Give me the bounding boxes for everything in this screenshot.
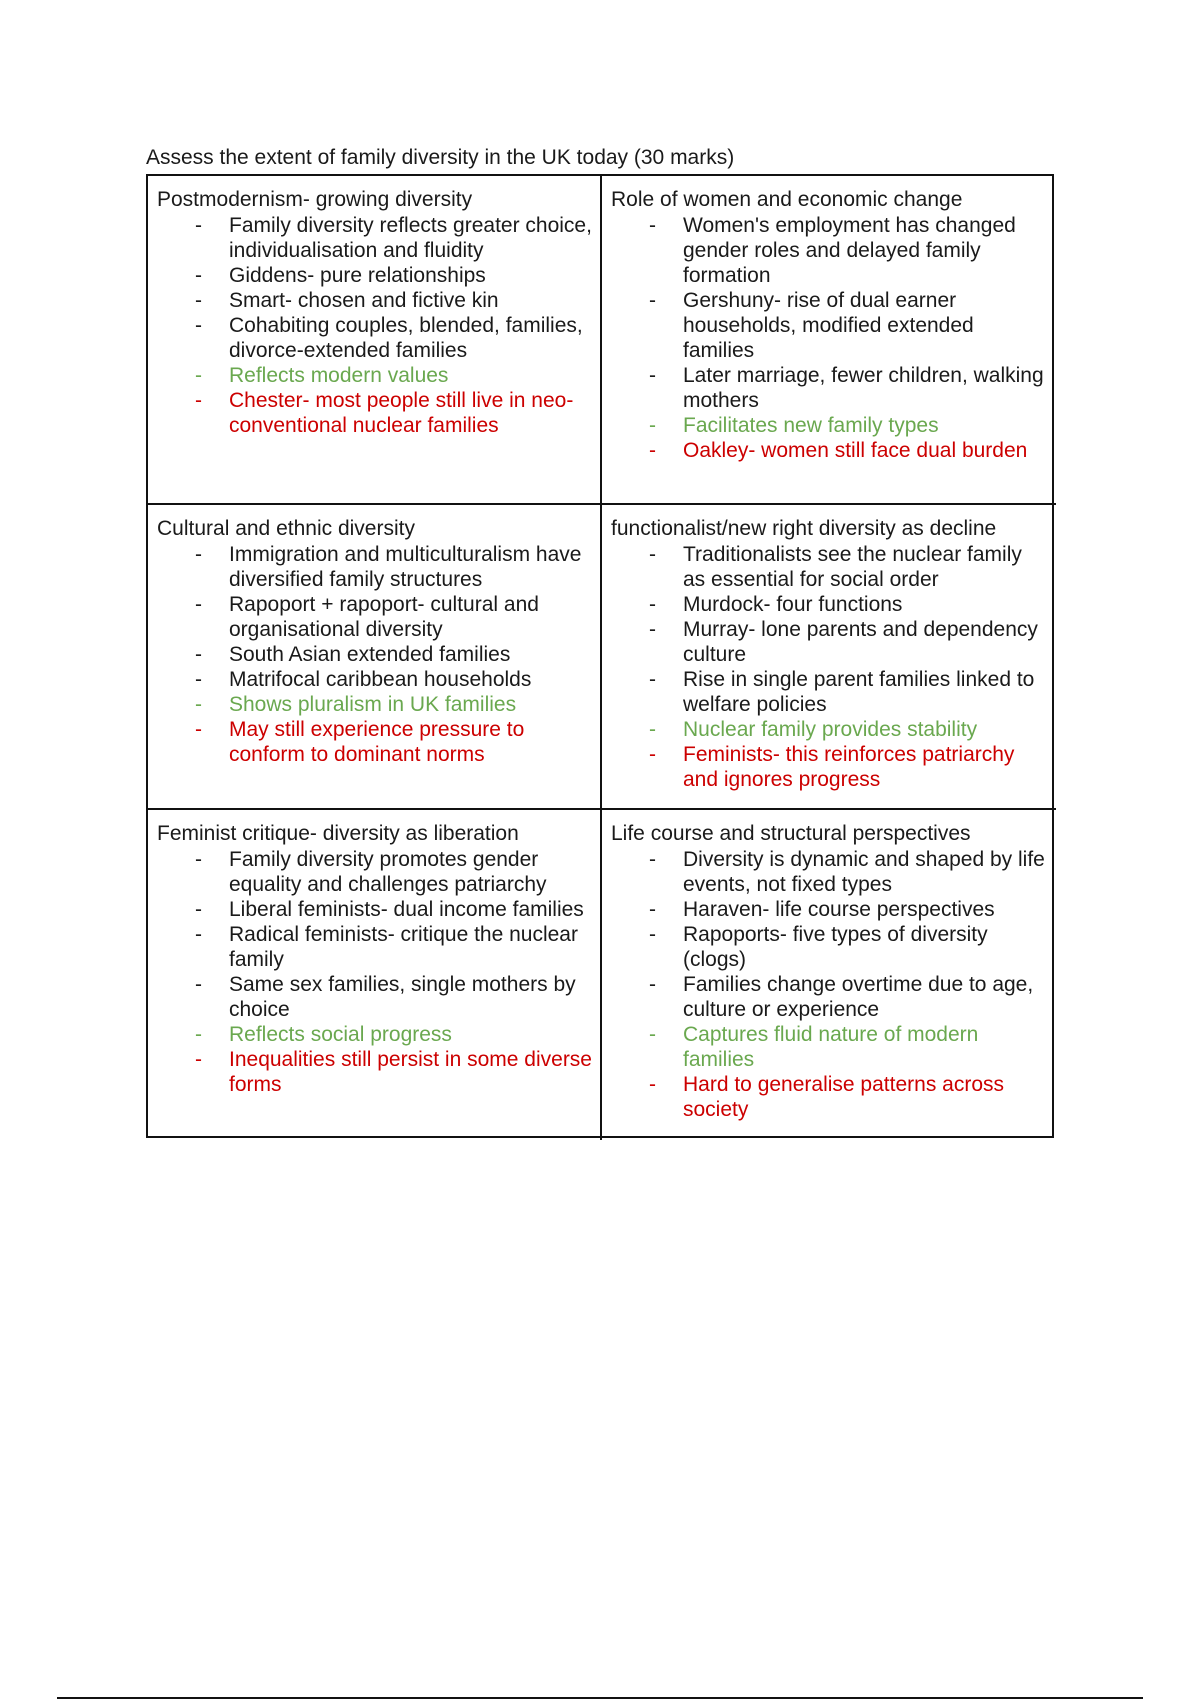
dash-bullet-icon: - <box>649 618 656 641</box>
bullet-text: Radical feminists- critique the nuclear family <box>229 923 578 971</box>
bullet-text: Facilitates new family types <box>683 414 939 437</box>
bullet-point <box>611 438 1048 463</box>
bullet-text: Immigration and multiculturalism have diversified family structures <box>229 543 582 591</box>
bullet-text: Families change overtime due to age, culture or experience <box>683 973 1034 1021</box>
bullet-point <box>157 313 592 363</box>
cell-heading: Life course and structural perspectives <box>611 822 971 845</box>
bullet-text: Feminists- this reinforces patriarchy and ignores progress <box>683 743 1015 791</box>
bullet-point <box>611 288 1048 363</box>
bullet-text: Oakley- women still face dual burden <box>683 439 1028 462</box>
bullet-point <box>611 847 1048 897</box>
dash-bullet-icon: - <box>195 718 202 741</box>
dash-bullet-icon: - <box>649 439 656 462</box>
dash-bullet-icon: - <box>649 543 656 566</box>
bullet-point <box>611 717 1048 742</box>
bullet-text: Smart- chosen and fictive kin <box>229 289 499 312</box>
bullet-list <box>157 542 592 767</box>
dash-bullet-icon: - <box>195 593 202 616</box>
dash-bullet-icon: - <box>195 264 202 287</box>
bullet-text: Cohabiting couples, blended, families, divorce-extended families <box>229 314 583 362</box>
bullet-point <box>157 213 592 263</box>
bullet-point <box>611 742 1048 792</box>
bullet-text: Hard to generalise patterns across society <box>683 1073 1004 1121</box>
table-cell <box>148 505 602 810</box>
dash-bullet-icon: - <box>195 289 202 312</box>
dash-bullet-icon: - <box>195 1023 202 1046</box>
bullet-point <box>157 288 592 313</box>
cell-heading: Cultural and ethnic diversity <box>157 517 415 540</box>
bullet-text: Murdock- four functions <box>683 593 903 616</box>
bullet-text: South Asian extended families <box>229 643 511 666</box>
bullet-list <box>611 213 1048 463</box>
bullet-text: Traditionalists see the nuclear family as essential for social order <box>683 543 1022 591</box>
bullet-text: Women's employment has changed gender roles and delayed family formation <box>683 214 1016 287</box>
table-cell <box>602 176 1056 505</box>
bullet-text: Family diversity promotes gender equality and challenges patriarchy <box>229 848 547 896</box>
bullet-text: Liberal feminists- dual income families <box>229 898 584 921</box>
dash-bullet-icon: - <box>649 718 656 741</box>
bullet-point <box>611 213 1048 288</box>
bullet-text: Rise in single parent families linked to welfare policies <box>683 668 1035 716</box>
bullet-point <box>611 897 1048 922</box>
bullet-point <box>611 542 1048 592</box>
bullet-point <box>157 1047 592 1097</box>
dash-bullet-icon: - <box>649 414 656 437</box>
bullet-text: Reflects modern values <box>229 364 449 387</box>
dash-bullet-icon: - <box>649 1073 656 1096</box>
dash-bullet-icon: - <box>195 543 202 566</box>
bullet-text: Shows pluralism in UK families <box>229 693 517 716</box>
bullet-text: Matrifocal caribbean households <box>229 668 532 691</box>
bullet-point <box>611 363 1048 413</box>
bullet-text: Rapoports- five types of diversity (clogs) <box>683 923 988 971</box>
bullet-text: Rapoport + rapoport- cultural and organisational diversity <box>229 593 539 641</box>
bullet-point <box>157 972 592 1022</box>
dash-bullet-icon: - <box>195 1048 202 1071</box>
bullet-point <box>611 1022 1048 1072</box>
bullet-point <box>157 388 592 438</box>
bullet-list <box>611 542 1048 792</box>
bullet-list <box>157 847 592 1097</box>
bullet-text: Giddens- pure relationships <box>229 264 486 287</box>
bullet-point <box>611 667 1048 717</box>
bullet-point <box>157 847 592 897</box>
bullet-text: Nuclear family provides stability <box>683 718 978 741</box>
bullet-list <box>611 847 1048 1122</box>
bullet-point <box>611 1072 1048 1122</box>
dash-bullet-icon: - <box>195 848 202 871</box>
table-cell <box>602 810 1056 1140</box>
dash-bullet-icon: - <box>195 314 202 337</box>
bullet-point <box>157 263 592 288</box>
bullet-text: Haraven- life course perspectives <box>683 898 995 921</box>
cell-heading: Role of women and economic change <box>611 188 963 211</box>
bullet-point <box>157 542 592 592</box>
dash-bullet-icon: - <box>649 923 656 946</box>
dash-bullet-icon: - <box>195 923 202 946</box>
bullet-text: Inequalities still persist in some diverse forms <box>229 1048 592 1096</box>
dash-bullet-icon: - <box>649 898 656 921</box>
bullet-text: Family diversity reflects greater choice, individualisation and fluidity <box>229 214 592 262</box>
dash-bullet-icon: - <box>195 668 202 691</box>
page-title: Assess the extent of family diversity in the UK today (30 marks) <box>146 146 735 169</box>
dash-bullet-icon: - <box>195 898 202 921</box>
cell-heading: Postmodernism- growing diversity <box>157 188 473 211</box>
dash-bullet-icon: - <box>195 973 202 996</box>
table-cell <box>148 176 602 505</box>
table-cell <box>602 505 1056 810</box>
bullet-text: Captures fluid nature of modern families <box>683 1023 979 1071</box>
dash-bullet-icon: - <box>649 593 656 616</box>
footer-divider <box>57 1697 1143 1699</box>
dash-bullet-icon: - <box>649 214 656 237</box>
bullet-point <box>611 617 1048 667</box>
dash-bullet-icon: - <box>649 973 656 996</box>
cell-heading: functionalist/new right diversity as decline <box>611 517 997 540</box>
bullet-text: Later marriage, fewer children, walking mothers <box>683 364 1044 412</box>
table-cell <box>148 810 602 1140</box>
dash-bullet-icon: - <box>195 214 202 237</box>
bullet-text: Same sex families, single mothers by choice <box>229 973 576 1021</box>
bullet-point <box>157 592 592 642</box>
bullet-point <box>157 1022 592 1047</box>
dash-bullet-icon: - <box>195 389 202 412</box>
bullet-point <box>157 692 592 717</box>
bullet-text: Reflects social progress <box>229 1023 452 1046</box>
bullet-point <box>157 667 592 692</box>
bullet-point <box>157 897 592 922</box>
dash-bullet-icon: - <box>649 848 656 871</box>
bullet-point <box>157 363 592 388</box>
bullet-point <box>611 922 1048 972</box>
bullet-point <box>157 642 592 667</box>
bullet-point <box>157 922 592 972</box>
dash-bullet-icon: - <box>195 693 202 716</box>
dash-bullet-icon: - <box>195 643 202 666</box>
bullet-point <box>611 972 1048 1022</box>
cell-heading: Feminist critique- diversity as liberation <box>157 822 519 845</box>
diversity-table <box>146 174 1054 1138</box>
dash-bullet-icon: - <box>649 743 656 766</box>
dash-bullet-icon: - <box>195 364 202 387</box>
bullet-list <box>157 213 592 438</box>
bullet-point <box>611 592 1048 617</box>
bullet-text: Gershuny- rise of dual earner households, modified extended families <box>683 289 974 362</box>
bullet-text: Diversity is dynamic and shaped by life events, not fixed types <box>683 848 1045 896</box>
bullet-point <box>157 717 592 767</box>
bullet-text: May still experience pressure to conform to dominant norms <box>229 718 525 766</box>
bullet-point <box>611 413 1048 438</box>
dash-bullet-icon: - <box>649 668 656 691</box>
dash-bullet-icon: - <box>649 289 656 312</box>
bullet-text: Chester- most people still live in neo-conventional nuclear families <box>229 389 574 437</box>
dash-bullet-icon: - <box>649 364 656 387</box>
dash-bullet-icon: - <box>649 1023 656 1046</box>
bullet-text: Murray- lone parents and dependency culture <box>683 618 1038 666</box>
